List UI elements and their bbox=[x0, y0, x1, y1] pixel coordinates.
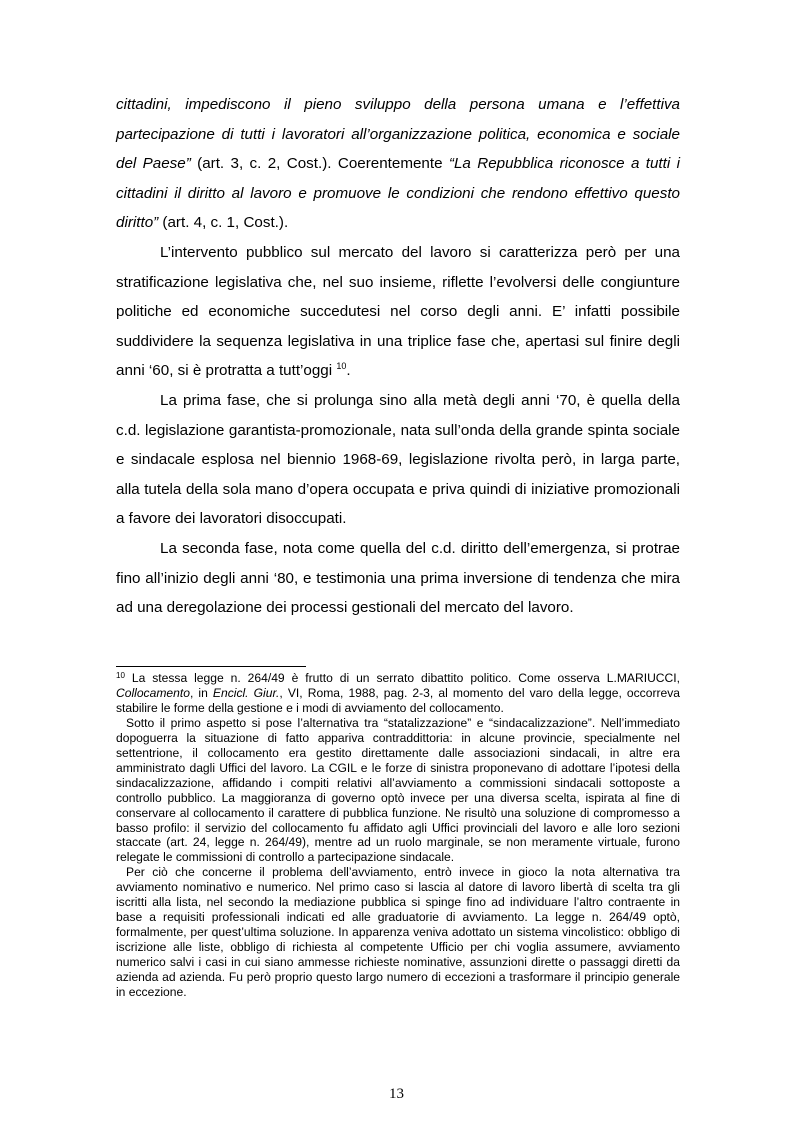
paragraph-constitution-quote bbox=[116, 90, 680, 238]
paragraph-text: La prima fase, che si prolunga sino alla metà degli anni ‘70, è quella della c.d. legislazione garantista-promozionale, nata sull’onda della grande spinta sociale e sindacale esplosa nel biennio 1968-69, legislazione rivolta però, in larga parte, alla tutela della sola mano d’opera occupata e priva quindi di iniziative promozionali a favore dei lavoratori disoccupati. bbox=[116, 391, 680, 528]
main-text bbox=[116, 90, 680, 623]
citation-title: Collocamento bbox=[116, 685, 190, 700]
footnote-text: , VI, Roma, 1988, pag. 2-3, al momento del varo della legge, occorreva stabilire le forme della gestione e i modi di avviamento del collocamento. bbox=[116, 685, 681, 715]
footnote-paragraph-1 bbox=[116, 671, 680, 716]
page-number: 13 bbox=[389, 1086, 404, 1102]
citation-source: Encicl. Giur. bbox=[212, 685, 280, 700]
quote-art-3: cittadini, impediscono il pieno sviluppo della persona umana e l’effettiva partecipazione di tutti i lavoratori all’organizzazione politica, economica e sociale del Paese” bbox=[116, 96, 680, 173]
footnote-text: , in bbox=[189, 685, 213, 700]
paragraph-end-punctuation: . bbox=[346, 362, 351, 380]
footnote-number: 10 bbox=[116, 671, 125, 680]
footnote-paragraph-2: Sotto il primo aspetto si pose l’alternativa tra “statalizzazione” e “sindacalizzazione”. Nell’immediato dopoguerra la situazione di fatto appariva contraddittoria: in alcune provincie, specialmente nel settentrione, il collocamento era gestito direttamente dalle associazioni sindacali, in altre era amministrato dagli Uffici del lavoro. La CGIL e le forze di sinistra proponevano di adottare l’ipotesi della sindacalizzazione, affidando i compiti relativi all’avviamento a commissioni sindacali sottoposte a controllo pubblico. La maggioranza di governo optò invece per una diversa scelta, ispirata al fine di conservare al collocamento il carattere di pubblica funzione. Ne risultò una soluzione di compromesso a basso profilo: il servizio del collocamento fu affidato agli Uffici provinciali del lavoro e alle loro sezioni staccate (art. 24, legge n. 264/49), mentre ad un ruolo marginale, se non meramente virtuale, furono relegate le commissioni di controllo a partecipazione sindacale. bbox=[116, 715, 680, 865]
paragraph-public-intervention bbox=[116, 238, 680, 386]
text-art-4-ref: (art. 4, c. 1, Cost.). bbox=[158, 214, 289, 232]
quote-art-4: “La Repubblica riconosce a tutti i cittadini il diritto al lavoro e promuove le condizioni che rendono effettivo questo diritto” bbox=[116, 155, 680, 232]
footnote-10 bbox=[116, 671, 680, 1000]
paragraph-text: La seconda fase, nota come quella del c.d. diritto dell’emergenza, si protrae fino all’inizio degli anni ‘80, e testimonia una prima inversione di tendenza che mira ad una deregolazione dei processi gestionali del mercato del lavoro. bbox=[116, 539, 680, 617]
text-art-3-ref: (art. 3, c. 2, Cost.). Coerentemente bbox=[190, 155, 449, 173]
paragraph-first-phase bbox=[116, 386, 680, 534]
paragraph-second-phase bbox=[116, 534, 680, 623]
footnote-paragraph-3: Per ciò che concerne il problema dell’avviamento, entrò invece in gioco la nota alternativa tra avviamento nominativo e numerico. Nel primo caso si lascia al datore di lavoro libertà di scelta tra gli iscritti alla lista, nel secondo la mediazione pubblica si spinge fino ad individuare l’altro contraente in base a requisiti professionali indicati ed alle graduatorie di avviamento. La legge n. 264/49 optò, formalmente, per quest’ultima soluzione. In apparenza veniva adottato un sistema vincolistico: obbligo di iscrizione alle liste, obbligo di richiesta al competente Ufficio per chi voglia assumere, avviamento numerico salvi i casi in cui siano ammesse richieste nominative, assunzioni dirette o passaggi diretti da azienda ad azienda. Fu però proprio questo largo numero di eccezioni a trasformare il principio generale in eccezione. bbox=[116, 865, 680, 1000]
footnote-reference[interactable]: 10 bbox=[336, 361, 347, 372]
footnote-separator bbox=[116, 666, 306, 667]
footnote-text: La stessa legge n. 264/49 è frutto di un serrato dibattito politico. Come osserva L.MARIUCCI, bbox=[124, 671, 680, 685]
paragraph-text: L’intervento pubblico sul mercato del lavoro si caratterizza però per una stratificazione legislativa che, nel suo insieme, riflette l’evolversi delle congiunture politiche ed economiche succedutesi nel corso degli anni. E’ infatti possibile suddividere la sequenza legislativa in una triplice fase che, apertasi sul finire degli anni ‘60, si è protratta a tutt’oggi bbox=[116, 243, 680, 380]
